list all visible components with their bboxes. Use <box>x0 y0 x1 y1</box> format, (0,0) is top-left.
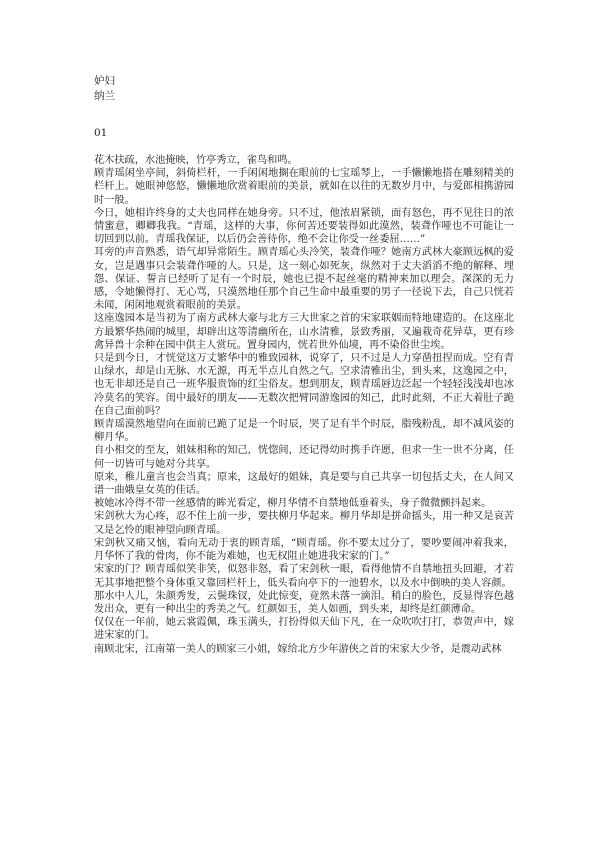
paragraph: 顾青瑶漠然地望向在面前已跪了足是一个时辰，哭了足有半个时辰，脂残粉乱，却不减风姿的柳月华。 <box>94 419 514 444</box>
paragraph: 被她冰冷得不带一丝感情的眸光看定，柳月华情不自禁地低垂着头，身子微微颤抖起来。 <box>94 498 492 510</box>
paragraph: 顾青瑶闲坐亭间，斜倚栏杆，一手闲闲地搁在眼前的七宝瑶琴上，一手懒懒地搭在雕刻精美的栏杆上。她眼神悠悠，懒懒地欣赏着眼前的美景，就如在以往的无数岁月中，与爱郎相携游园时一般。 <box>94 168 514 206</box>
paragraph: 原来，稚儿童言也会当真；原来，这最好的姐妹，真是要与自己共享一切包括丈夫，在人间又谱一曲娥皇女英的佳话。 <box>94 471 514 497</box>
paragraph: 宋家的门？顾青瑶似笑非笑，似怒非怒，看了宋剑秋一眼，看得他情不自禁地扭头回避，才若无其事地把整个身体重又靠回栏杆上，低头看向亭下的一池碧水，以及水中倒映的美人容颜。 <box>94 564 514 589</box>
paragraph: 南顾北宋，江南第一美人的顾家三小姐，嫁给北方少年游侠之首的宋家大少爷，是震动武林 <box>94 643 502 655</box>
paragraph: 耳旁的声音熟悉，语气却异常陌生。顾青瑶心头冷笑，装聋作哑？她南方武林大豪顾远枫的爱女，岂是遇事只会装聋作哑的人。只是，这一刻心如死灰，纵然对于丈夫滔滔不绝的解释、埋怨、保证、誓言已经听了足有一个时辰，她也已提不起丝毫的精神来加以理会。深深的无力感，令她懒得打、无心骂，只漠然地任那个自己生命中最重要的男子一径说下去，自己只恍若未闻，闲闲地观赏着眼前的美景。 <box>94 247 514 312</box>
paragraph: 今日，她相许终身的丈夫也同样在她身旁。只不过，他浓眉紧锁，面有怒色，再不见往日的浓情蜜意，卿卿我我。“青瑶，这样的大事，你何苦还要装得如此漠然，装聋作哑也不可能让一切回到以前。青瑶我保证，以后仍会善待你，绝不会让你受一丝委屈……” <box>94 207 514 246</box>
document-body <box>94 154 514 656</box>
paragraph: 这座逸园本是当初为了南方武林大豪与北方三大世家之首的宋家联姻而特地建造的。在这座北方最繁华热闹的城里，却辟出这等清幽所在，山水清雅，景致秀丽，又遍栽奇花异草，更有珍禽异兽十余种在园中供主人赏玩。置身园内，恍若世外仙境，再不染俗世尘埃。 <box>94 313 514 351</box>
paragraph: 只是到今日，才恍觉这万丈繁华中的雅致园林，说穿了，只不过是人力穿凿扭捏而成。空有青山绿水，却是山无脉、水无源，再无半点儿自然之气。空求清雅出尘，到头来，这逸园之中，也无非却还是自己一班华服贵饰的红尘俗友。想到朋友，顾青瑶唇边泛起一个轻轻浅浅却也冰冷莫名的笑容。闺中最好的朋友——无数次把臂同游逸园的知己，此时此刻，不正大着肚子跪在自己面前吗？ <box>94 353 514 417</box>
chapter-number: 01 <box>94 127 108 139</box>
paragraph: 宋剑秋又痛又恼，看向无动于衷的顾青瑶，“顾青瑶。你不要太过分了，要吵要闹冲着我来，月华怀了我的骨肉，你不能为难她，也无权阻止她进我宋家的门。” <box>94 537 514 563</box>
document-author: 纳兰 <box>94 90 115 102</box>
document-header <box>94 74 115 104</box>
paragraph: 自小相交的至友，姐妹相称的知己，恍惚间，还记得幼时携手许愿，但求一生一世不分离，任何一切皆可与她对分共享。 <box>94 445 514 470</box>
paragraph: 仅仅在一年前，她云裳霞佩，珠玉满头，打扮得似天仙下凡，在一众吹吹打打，恭贺声中，嫁进宋家的门。 <box>94 617 514 642</box>
paragraph: 那水中人儿，朱颜秀发，云鬓珠钗，处此惊变，竟然未落一滴泪。稍白的脸色，反显得容色越发出众，更有一种出尘的秀美之气。红颜如玉，美人如画，到头来，却终是红颜薄命。 <box>94 590 514 615</box>
document-title: 妒妇 <box>94 75 115 87</box>
paragraph: 宋剑秋大为心疼，忍不住上前一步，要扶柳月华起来。柳月华却是拼命摇头，用一种又是哀苦又是乞怜的眼神望向顾青瑶。 <box>94 511 514 536</box>
paragraph: 花木扶疏，水池掩映，竹亭秀立，雀鸟和鸣。 <box>94 155 298 166</box>
